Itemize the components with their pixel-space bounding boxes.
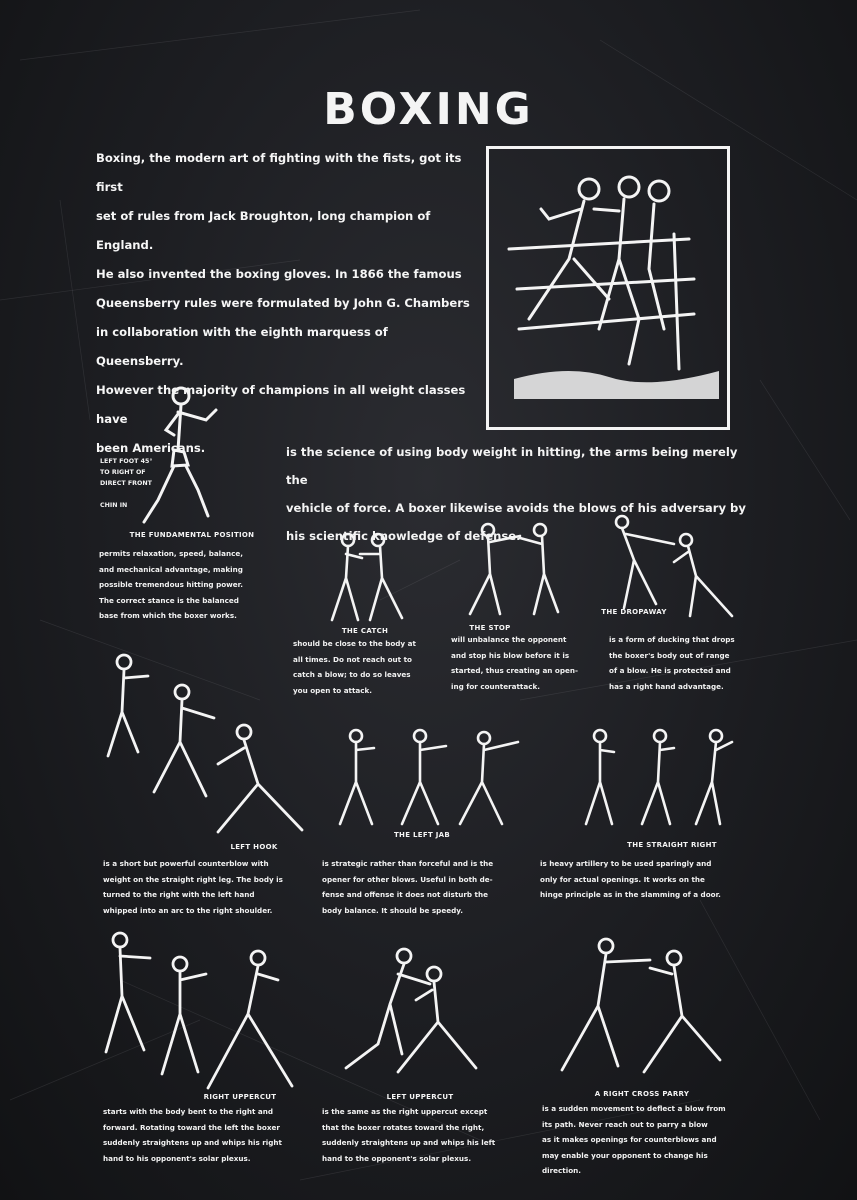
text-line: fense and offense it does not disturb the xyxy=(322,890,488,899)
text-line: forward. Rotating toward the left the boxer xyxy=(103,1122,280,1132)
left-jab-figure xyxy=(328,726,524,832)
text-line: hand to the opponent's solar plexus. xyxy=(322,1153,472,1163)
text-line: and mechanical advantage, making xyxy=(99,564,243,574)
text-line: of a blow. He is protected and xyxy=(609,666,731,675)
cross-parry-figure xyxy=(554,936,730,1078)
left-jab-text xyxy=(322,856,520,918)
text-line: whipped into an arc to the right shoulder. xyxy=(103,905,273,915)
right-uppercut-figure xyxy=(98,928,298,1098)
catch-text xyxy=(293,636,438,698)
text-line: is a sudden movement to deflect a blow from xyxy=(542,1104,726,1113)
text-line: and stop his blow before it is xyxy=(451,650,570,660)
text-line: will unbalance the opponent xyxy=(451,635,567,644)
text-line: hand to his opponent's solar plexus. xyxy=(103,1153,251,1163)
text-line: The correct stance is the balanced xyxy=(99,595,239,605)
left-hook-figure xyxy=(98,652,308,842)
text-line: opener for other blows. Useful in both de- xyxy=(322,874,493,884)
stance-note-line: TO RIGHT OF xyxy=(100,469,146,476)
catch-caption: THE CATCH xyxy=(341,627,389,635)
stance-note xyxy=(100,456,170,489)
right-uppercut-text xyxy=(103,1104,303,1166)
text-line: the boxer's body out of range xyxy=(609,650,730,660)
stop-caption: THE STOP xyxy=(469,624,511,632)
science-line: is the science of using body weight in hitting, the arms being merely the xyxy=(286,445,738,487)
intro-line: been Americans. xyxy=(96,441,206,455)
text-line: is a form of ducking that drops xyxy=(609,635,735,644)
text-line: permits relaxation, speed, balance, xyxy=(99,549,243,558)
text-line: should be close to the body at xyxy=(293,639,416,648)
text-line: possible tremendous hitting power. xyxy=(99,580,243,589)
text-line: is strategic rather than forceful and is the xyxy=(322,859,494,868)
text-line: you open to attack. xyxy=(293,685,373,695)
intro-line: He also invented the boxing gloves. In 1866 the famous xyxy=(96,267,462,281)
text-line: starts with the body bent to the right and xyxy=(103,1107,274,1116)
text-line: is the same as the right uppercut except xyxy=(322,1107,488,1116)
left-hook-caption: LEFT HOOK xyxy=(230,843,278,851)
fundamental-caption: THE FUNDAMENTAL POSITION xyxy=(129,531,255,539)
text-line: base from which the boxer works. xyxy=(99,611,237,620)
text-line: hinge principle as in the slamming of a door. xyxy=(540,890,721,899)
left-uppercut-caption: LEFT UPPERCUT xyxy=(386,1093,454,1101)
chin-note: CHIN IN xyxy=(100,502,128,509)
text-line: that the boxer rotates toward the right, xyxy=(322,1122,485,1132)
fundamental-text xyxy=(99,546,259,624)
text-line: suddenly straightens up and whips his right xyxy=(103,1138,282,1147)
text-line: may enable your opponent to change his xyxy=(542,1150,708,1160)
right-uppercut-caption: RIGHT UPPERCUT xyxy=(203,1093,277,1101)
straight-right-caption: THE STRAIGHT RIGHT xyxy=(627,841,717,849)
intro-line: in collaboration with the eighth marquess of Queensberry. xyxy=(96,325,388,368)
text-line: turned to the right with the left hand xyxy=(103,890,255,899)
left-uppercut-figure xyxy=(338,944,488,1078)
text-line: suddenly straightens up and whips his left xyxy=(322,1138,496,1147)
text-line: has a right hand advantage. xyxy=(609,681,724,691)
straight-right-figure xyxy=(578,726,738,832)
text-line: ing for counterattack. xyxy=(451,681,540,691)
intro-line: However the majority of champions in all weight classes have xyxy=(96,383,466,426)
page-title: BOXING xyxy=(323,84,534,135)
intro-line: Boxing, the modern art of fighting with the fists, got its first xyxy=(96,151,462,194)
straight-right-text xyxy=(540,856,764,903)
catch-figure xyxy=(310,528,420,628)
cross-parry-text xyxy=(542,1101,766,1179)
science-line: vehicle of force. A boxer likewise avoids the blows of his adversary by xyxy=(286,501,746,515)
stance-note-line: DIRECT FRONT xyxy=(100,480,152,487)
left-jab-caption: THE LEFT JAB xyxy=(393,831,451,839)
ring-drawing xyxy=(489,149,727,427)
intro-line: set of rules from Jack Broughton, long champion of England. xyxy=(96,209,431,252)
stop-text xyxy=(451,632,587,694)
text-line: its path. Never reach out to parry a blow xyxy=(542,1119,708,1129)
text-line: started, thus creating an open- xyxy=(451,666,578,675)
left-hook-text xyxy=(103,856,301,918)
text-line: is heavy artillery to be used sparingly and xyxy=(540,859,712,868)
text-line: direction. xyxy=(542,1166,581,1175)
text-line: all times. Do not reach out to xyxy=(293,654,412,664)
dropaway-text xyxy=(609,632,749,694)
boxing-ring-illustration xyxy=(486,146,730,430)
fundamental-position-figure xyxy=(136,380,236,530)
text-line: as it makes openings for counterblows and xyxy=(542,1135,717,1144)
science-line: his scientific knowledge of defense. xyxy=(286,529,521,543)
stance-note-line: LEFT FOOT 45° xyxy=(100,458,153,465)
text-line: is a short but powerful counterblow with xyxy=(103,859,269,868)
dropaway-caption: THE DROPAWAY xyxy=(601,608,667,616)
left-uppercut-text xyxy=(322,1104,528,1166)
text-line: catch a blow; to do so leaves xyxy=(293,670,411,679)
stop-figure xyxy=(458,518,573,622)
cross-parry-caption: A RIGHT CROSS PARRY xyxy=(594,1090,690,1098)
text-line: only for actual openings. It works on the xyxy=(540,874,705,884)
text-line: weight on the straight right leg. The body is xyxy=(103,874,283,884)
text-line: body balance. It should be speedy. xyxy=(322,905,463,915)
intro-line: Queensberry rules were formulated by John G. Chambers xyxy=(96,296,470,310)
